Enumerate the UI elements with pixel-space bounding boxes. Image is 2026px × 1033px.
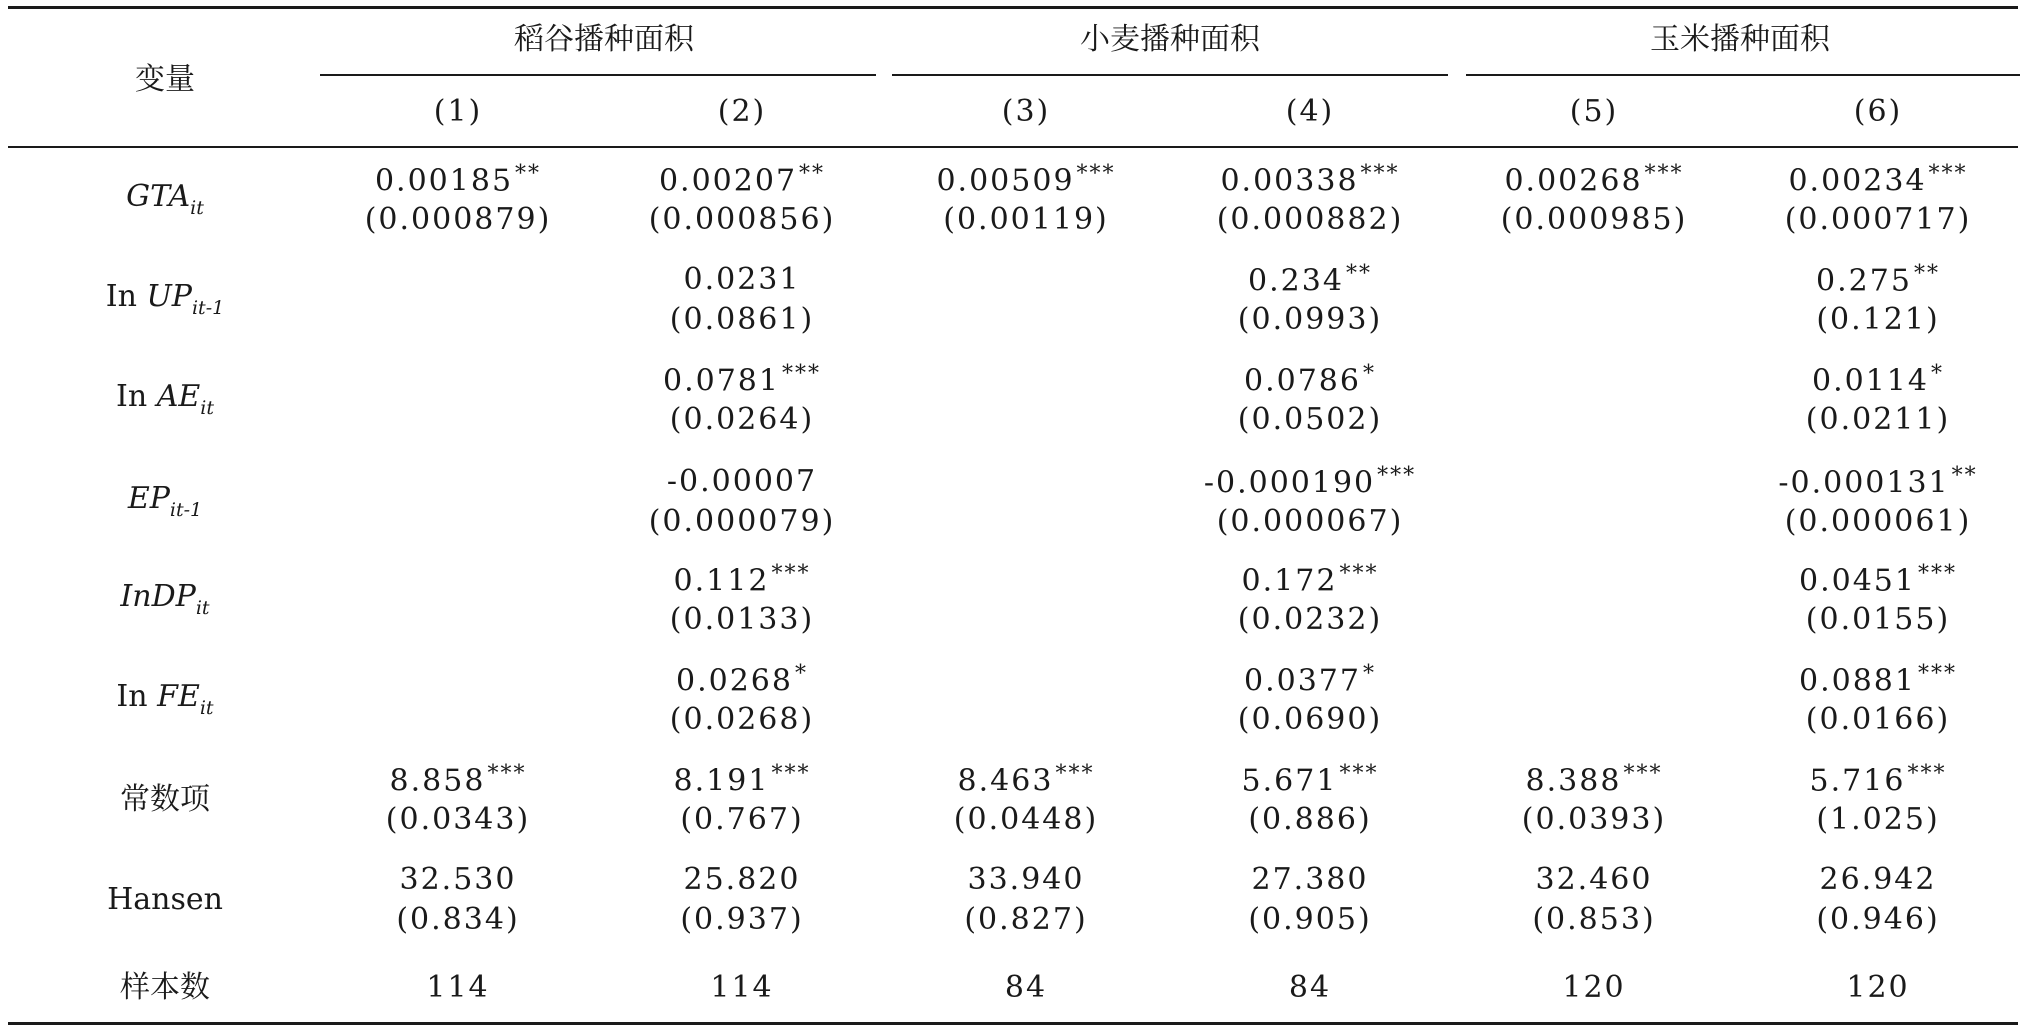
significance-stars: ***	[1076, 161, 1116, 187]
coefficient: 0.234**	[1248, 261, 1372, 299]
standard-error: (1.025)	[1816, 802, 1940, 837]
significance-stars: **	[515, 161, 542, 187]
significance-stars: ***	[1055, 761, 1095, 787]
column-header-1: (1)	[433, 94, 483, 129]
standard-error: (0.000079)	[648, 504, 836, 539]
coefficient: 0.0114*	[1812, 361, 1944, 399]
coefficient: 8.858***	[389, 761, 527, 799]
sample-count: 84	[1004, 970, 1048, 1005]
coefficient: 32.530	[399, 862, 517, 897]
significance-stars: ***	[781, 361, 821, 387]
coefficient: 32.460	[1535, 862, 1653, 897]
coefficient: 0.00185**	[374, 161, 542, 199]
group-rule-3	[1466, 74, 2020, 76]
sample-count: 114	[710, 970, 774, 1005]
standard-error: (0.000856)	[648, 202, 836, 237]
standard-error: (0.0166)	[1805, 702, 1951, 737]
significance-stars: ***	[487, 761, 527, 787]
coefficient: 5.716***	[1809, 761, 1947, 799]
standard-error: (0.0690)	[1237, 702, 1383, 737]
column-header-4: (4)	[1285, 94, 1335, 129]
standard-error: (0.0264)	[669, 402, 815, 437]
standard-error: (0.0861)	[669, 302, 815, 337]
standard-error: (0.0133)	[669, 602, 815, 637]
standard-error: (0.0268)	[669, 702, 815, 737]
row-label: $EP_{it-1}$	[127, 481, 203, 521]
sample-count: 84	[1288, 970, 1332, 1005]
significance-stars: ***	[1644, 161, 1684, 187]
coefficient: 8.388***	[1525, 761, 1663, 799]
row-label: $GTA_{it}$	[126, 179, 204, 219]
coefficient: 5.671***	[1241, 761, 1379, 799]
group-header-corn: 玉米播种面积	[1650, 22, 1830, 57]
column-header-2: (2)	[717, 94, 767, 129]
significance-stars: ***	[1623, 761, 1663, 787]
coefficient: 0.0231	[683, 262, 801, 297]
standard-error: (0.0232)	[1237, 602, 1383, 637]
significance-stars: **	[799, 161, 826, 187]
significance-stars: **	[1913, 261, 1940, 287]
standard-error: (0.0343)	[385, 802, 531, 837]
standard-error: (0.853)	[1532, 902, 1656, 937]
standard-error: (0.767)	[680, 802, 804, 837]
coefficient: 26.942	[1819, 862, 1937, 897]
significance-stars: ***	[1917, 561, 1957, 587]
row-label: InDP$_{it}$	[120, 579, 210, 619]
standard-error: (0.0448)	[953, 802, 1099, 837]
significance-stars: ***	[1360, 161, 1400, 187]
coefficient: 0.0786*	[1244, 361, 1376, 399]
coefficient: 0.172***	[1241, 561, 1379, 599]
significance-stars: ***	[1377, 463, 1417, 489]
significance-stars: ***	[1907, 761, 1947, 787]
coefficient: 8.191***	[673, 761, 811, 799]
coefficient: 0.0451***	[1799, 561, 1957, 599]
row-label: In $FE_{it}$	[116, 679, 214, 719]
significance-stars: *	[794, 661, 808, 687]
significance-stars: ***	[1917, 661, 1957, 687]
variable-header: 变量	[135, 62, 195, 97]
row-label: 常数项	[120, 782, 210, 817]
coefficient: 27.380	[1251, 862, 1369, 897]
top-rule	[8, 6, 2018, 9]
row-label: In $UP_{it-1}$	[105, 279, 225, 319]
column-header-6: (6)	[1853, 94, 1903, 129]
standard-error: (0.000882)	[1216, 202, 1404, 237]
coefficient: 0.0268*	[676, 661, 808, 699]
sample-count: 120	[1846, 970, 1910, 1005]
standard-error: (0.0993)	[1237, 302, 1383, 337]
standard-error: (0.905)	[1248, 902, 1372, 937]
coefficient: 0.275**	[1816, 261, 1940, 299]
row-label: 样本数	[120, 970, 210, 1005]
coefficient: 0.00338***	[1220, 161, 1400, 199]
standard-error: (0.834)	[396, 902, 520, 937]
coefficient: -0.000190***	[1203, 463, 1417, 501]
coefficient: 0.00207**	[658, 161, 826, 199]
standard-error: (0.000985)	[1500, 202, 1688, 237]
standard-error: (0.827)	[964, 902, 1088, 937]
standard-error: (0.0211)	[1805, 402, 1951, 437]
coefficient: 0.0881***	[1799, 661, 1957, 699]
column-header-3: (3)	[1001, 94, 1051, 129]
group-header-rice: 稻谷播种面积	[514, 22, 694, 57]
significance-stars: ***	[771, 561, 811, 587]
standard-error: (0.000717)	[1784, 202, 1972, 237]
standard-error: (0.000879)	[364, 202, 552, 237]
significance-stars: ***	[1928, 161, 1968, 187]
coefficient: -0.00007	[666, 464, 818, 499]
standard-error: (0.0393)	[1521, 802, 1667, 837]
sample-count: 120	[1562, 970, 1626, 1005]
standard-error: (0.00119)	[943, 202, 1109, 237]
significance-stars: *	[1930, 361, 1944, 387]
standard-error: (0.937)	[680, 902, 804, 937]
significance-stars: **	[1951, 463, 1978, 489]
coefficient: 0.0781***	[663, 361, 821, 399]
coefficient: 0.00268***	[1504, 161, 1684, 199]
standard-error: (0.0502)	[1237, 402, 1383, 437]
standard-error: (0.946)	[1816, 902, 1940, 937]
header-rule	[8, 146, 2018, 148]
sample-count: 114	[426, 970, 490, 1005]
standard-error: (0.000061)	[1784, 504, 1972, 539]
significance-stars: ***	[1339, 761, 1379, 787]
significance-stars: *	[1362, 661, 1376, 687]
coefficient: 0.00509***	[936, 161, 1116, 199]
row-label: Hansen	[107, 882, 223, 917]
standard-error: (0.0155)	[1805, 602, 1951, 637]
group-header-wheat: 小麦播种面积	[1080, 22, 1260, 57]
coefficient: 25.820	[683, 862, 801, 897]
standard-error: (0.121)	[1816, 302, 1940, 337]
coefficient: 0.00234***	[1788, 161, 1968, 199]
standard-error: (0.000067)	[1216, 504, 1404, 539]
bottom-rule	[8, 1022, 2018, 1025]
standard-error: (0.886)	[1248, 802, 1372, 837]
row-label: In $AE_{it}$	[115, 379, 215, 419]
coefficient: 8.463***	[957, 761, 1095, 799]
group-rule-2	[892, 74, 1448, 76]
coefficient: 0.112***	[673, 561, 811, 599]
coefficient: 33.940	[967, 862, 1085, 897]
significance-stars: ***	[771, 761, 811, 787]
group-rule-1	[320, 74, 876, 76]
significance-stars: ***	[1339, 561, 1379, 587]
column-header-5: (5)	[1569, 94, 1619, 129]
significance-stars: **	[1345, 261, 1372, 287]
coefficient: -0.000131**	[1778, 463, 1978, 501]
coefficient: 0.0377*	[1244, 661, 1376, 699]
significance-stars: *	[1362, 361, 1376, 387]
